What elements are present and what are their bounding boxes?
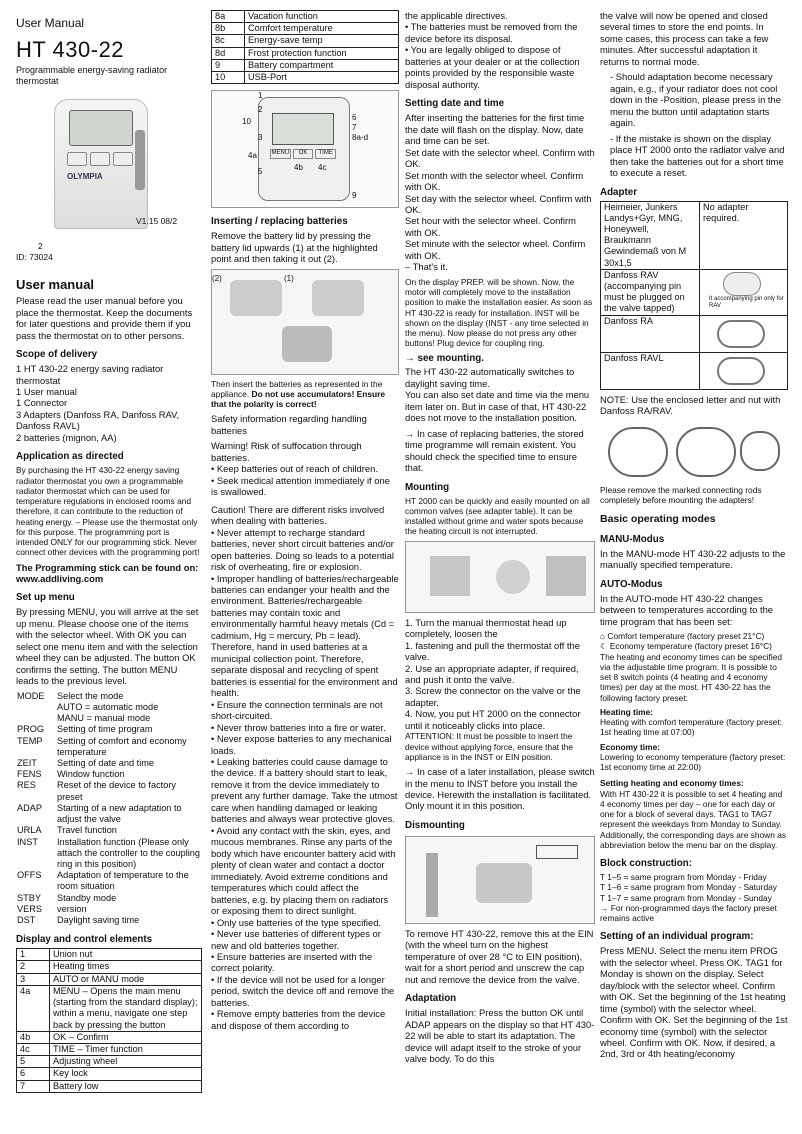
display-row — [17, 1080, 202, 1092]
mount-step: 1. Turn the manual thermostat head up completely, loosen the — [405, 616, 567, 640]
moon-icon: ☾ — [600, 641, 610, 652]
mode-desc: Starting of a new adaptation to adjust the valve — [57, 802, 182, 825]
date-heading: Setting date and time — [405, 98, 505, 110]
bullet: • Avoid any contact with the skin, eyes, and mucous membranes. Rinse any parts of the body which have encounter battery acid with plenty of clean water and contact a doctor immediately. Avoid extreme conditions and temperatures which could affect the batteries, e.g. by placing them on radiators or exposing them to direct sunlight. — [211, 824, 396, 917]
display-row — [17, 1068, 202, 1080]
adapter-heading: Adapter — [600, 186, 638, 198]
heating-time-text: Heating with comfort temperature (factory preset: 1st heating time at 07:00) — [600, 717, 782, 738]
display-row — [212, 11, 399, 23]
mode-row — [16, 780, 202, 802]
thermostat-wheel — [135, 130, 145, 190]
adapters-figure — [600, 421, 788, 481]
warning-text: Warning! Risk of suffocation through batteries. — [211, 440, 362, 463]
display-table-b — [211, 10, 399, 84]
mode-row — [16, 691, 202, 702]
bullet: • Only use batteries of the type specified. — [211, 916, 382, 928]
mode-desc: Setting of date and time — [57, 758, 155, 768]
diagram-label: 1 — [258, 91, 263, 101]
bullet: • Ensure the connection terminals are not short-circuited. — [211, 698, 383, 722]
diagram-label: 3 — [258, 133, 263, 143]
figure-label-2: (2) — [212, 273, 222, 283]
diagram-time-button: TIME — [315, 149, 336, 159]
diagram-label: 4c — [318, 163, 327, 173]
intro-heading: User manual — [16, 277, 95, 293]
display-desc: Comfort temperature — [245, 23, 399, 35]
battery-heading: Inserting / replacing batteries — [211, 216, 348, 228]
display-row — [212, 23, 399, 35]
mode-key: RES — [17, 780, 36, 791]
continued-text: the applicable directives. — [405, 10, 508, 21]
display-number: 7 — [17, 1080, 50, 1092]
mode-row — [16, 904, 202, 915]
economy-time-text: Lowering to economy temperature (factory preset: 1st economy time at 22:00) — [600, 751, 786, 773]
mode-row — [16, 758, 202, 769]
display-row — [17, 973, 202, 985]
replace-text: → In case of replacing batteries, the stored time programme will remain existent. You should check the specified time to ensure that. — [405, 427, 584, 474]
dismount-text: To remove HT 430-22, remove this at the EIN (with the wheel turn on the highest temperature of over 28 °C to EIN position), wait for a short period and unscrew the cap nut and remove the device from the valve. — [405, 927, 594, 985]
setting-heading: Setting heating and economy times: — [600, 778, 744, 789]
display-row — [212, 35, 399, 47]
display-desc: MENU – Opens the main menu (starting from the standard display); within a menu, navigate one step back by pressing the button — [50, 985, 202, 1031]
heating-time-heading: Heating time: — [600, 706, 654, 717]
caution-text: Caution! There are different risks involved when dealing with batteries. — [211, 503, 385, 527]
display-desc: Frost protection function — [245, 47, 399, 59]
bullet: • Never throw batteries into a fire or water. — [211, 721, 386, 733]
basic-heading: Basic operating modes — [600, 513, 716, 526]
bullet: • You are legally obliged to dispose of batteries at your dealer or at the collection points provided by the responsible waste disposal authority. — [405, 44, 580, 90]
display-number: 4a — [17, 985, 50, 1031]
mode-key: MODE — [17, 690, 45, 701]
attention-text: ATTENTION: It must be possible to insert the device without applying force, ensure that the appliance is in the INST or EIN position. — [405, 731, 574, 762]
thermostat-buttons — [67, 152, 133, 166]
adapter-row — [601, 269, 788, 315]
scope-heading: Scope of delivery — [16, 349, 98, 361]
economy-line — [600, 641, 788, 651]
display-desc: Key lock — [50, 1068, 202, 1080]
user-manual-label: User Manual — [16, 16, 85, 30]
individual-heading: Setting of an individual program: — [600, 931, 754, 943]
adapter-row — [601, 352, 788, 389]
mode-key: STBY — [17, 892, 41, 903]
prep-text: On the display PREP. will be shown. Now, the motor will completely move to the installation position to make the installation easier. As soon as HT 430-22 is ready for installation. INST will be shown on the display (INST - any time selected in the menu). Now please do not press any other buttons! Plug device for coupling ring. — [405, 276, 593, 349]
bullet: • The batteries must be removed from the device before its disposal. — [405, 21, 578, 44]
manu-text: In the MANU-mode HT 430-22 adjusts to the manually specified temperature. — [600, 547, 786, 571]
display-desc: Heating times — [50, 961, 202, 973]
date-line: Set date with the selector wheel. Confirm with OK. — [405, 146, 595, 170]
diagram-label: 7 — [352, 123, 357, 133]
display-number: 1 — [17, 949, 50, 961]
diagram-label: 9 — [352, 191, 357, 201]
diagram-label: 5 — [258, 167, 263, 177]
display-desc: USB-Port — [245, 72, 399, 84]
mode-desc: Setting of comfort and economy temperature — [57, 735, 187, 757]
diagram-label: 2 — [258, 105, 263, 115]
scope-item: 3 Adapters (Danfoss RA, Danfoss RAV, Danfoss RAVL) — [16, 408, 180, 432]
adapter-row — [601, 201, 788, 269]
battery-insert-warning: Do not use accumulators! Ensure that the polarity is correct! — [211, 388, 386, 410]
mode-key — [16, 702, 56, 713]
mode-row — [16, 713, 202, 724]
adaptation-cont: the valve will now be opened and closed several times to store the end points. In some cases, this process can take a few minutes. After successful adaptation it returns to normal mode. — [600, 10, 769, 67]
display-desc: Battery low — [50, 1080, 202, 1092]
mode-key: ZEIT — [17, 758, 37, 768]
scope-list — [16, 363, 202, 443]
display-row — [17, 1043, 202, 1055]
comfort-line — [600, 631, 788, 641]
mode-desc: Standby mode — [57, 892, 117, 903]
display-number: 8b — [212, 23, 245, 35]
intro-text: Please read the user manual before you place the thermostat. Keep the documents for later questions and provide them if you pass the thermostat on to other persons. — [16, 295, 193, 341]
mode-row — [16, 870, 202, 892]
mode-row — [16, 724, 202, 735]
mode-table — [16, 691, 202, 927]
mode-desc: Daylight saving time — [57, 915, 140, 926]
display-number: 4b — [17, 1031, 50, 1043]
display-row — [212, 72, 399, 84]
see-mounting: → see mounting. — [405, 352, 484, 364]
mode-desc: Setting of time program — [57, 724, 153, 735]
bullet: • Never expose batteries to any mechanical loads. — [211, 733, 392, 756]
display-desc: Union nut — [50, 949, 202, 961]
display-number: 5 — [17, 1056, 50, 1068]
adaptation-text: Initial installation: Press the button OK until ADAP appears on the display so that HT 430-22 will be able to start its adaptation. The device will adapt itself to the stroke of your valve body. To do this — [405, 1007, 595, 1065]
bullet: • Remove empty batteries from the device and dispose of them according to — [211, 1008, 386, 1031]
mode-key: OFFS — [17, 870, 42, 881]
dst-text: The HT 430-22 automatically switches to daylight saving time. — [405, 366, 575, 389]
safety-heading: Safety information regarding handling batteries — [211, 413, 367, 436]
mount-step: 1. fastening and pull the thermostat off the valve. — [405, 639, 580, 663]
bullet: • Never use batteries of different types or new and old batteries together. — [211, 928, 381, 951]
display-row — [17, 1056, 202, 1068]
id-number: 2 — [38, 241, 43, 252]
display-desc: Adjusting wheel — [50, 1056, 202, 1068]
sun-icon: ⌂ — [600, 631, 608, 642]
version-label: V1.15 08/2 — [136, 216, 178, 227]
mode-desc: MANU = manual mode — [57, 713, 151, 724]
economy-text: Economy temperature (factory preset 16°C) — [609, 641, 772, 652]
mount-heading: Mounting — [405, 481, 450, 493]
display-number: 8d — [212, 47, 245, 59]
figure-label-1: (1) — [284, 273, 294, 283]
bullet: • Improper handling of batteries/rechargeable batteries can endanger your health and the environment. Batteries/rechargeable batteries may contain toxic and environmentally harmful heavy metals (Cd = cadmium, Hg = mercury, Pb = lead). Therefore, hand in used batteries at a municipal collection point. Therefore, separate disposal and recycling of spent batteries is essential for the environment and health. — [211, 572, 399, 699]
thermostat-display — [69, 110, 133, 146]
scope-item: 2 batteries (mignon, AA) — [16, 431, 117, 443]
display-number: 6 — [17, 1068, 50, 1080]
programming-stick-note: The Programming stick can be found on: www.addliving.com — [16, 561, 199, 584]
product-image — [16, 91, 202, 273]
date-line: Set month with the selector wheel. Confirm with OK. — [405, 169, 584, 193]
mode-desc: Adaptation of temperature to the room situation — [57, 870, 189, 892]
scope-item: 1 User manual — [16, 386, 77, 397]
mode-desc: Window function — [57, 769, 125, 780]
display-heading: Display and control elements — [16, 934, 153, 946]
setting-text: With HT 430-22 it is possible to set 4 heating and 4 economy times per day – one for each day or one for a block of several days. TAG1 to TAG7 represent the weekdays from Monday to Sunday. Additionally, the corresponding days are shown as abbreviation below the menu bar on the display. — [600, 788, 787, 850]
mode-key: VERS — [17, 903, 43, 914]
mode-key: FENS — [17, 769, 42, 780]
diagram-label: 8a-d — [352, 133, 369, 143]
display-desc: OK – Confirm — [50, 1031, 202, 1043]
date-line: After inserting the batteries for the first time the date will flash on the display. Now, date and time can be set. — [405, 112, 585, 147]
times-text: The heating and economy times can be specified via the adjustable time program. It is possible to set 8 switch points (4 heating and 4 economy times) per day at the most. HT 430-22 has the following factory preset: — [600, 651, 783, 703]
adaptation-heading: Adaptation — [405, 993, 457, 1005]
mode-key: PROG — [17, 724, 45, 735]
diagram-label: 4a — [248, 151, 257, 161]
mode-key: ADAP — [17, 802, 43, 813]
note-text: NOTE: Use the enclosed letter and nut with Danfoss RA/RAV. — [600, 393, 781, 417]
battery-insert-text: Then insert the batteries as represented in the appliance. — [211, 378, 383, 399]
bullet: • Never attempt to recharge standard batteries, never short circuit batteries and/or open batteries. Doing so leads to a potential risk of overheating, fire or explosion. — [211, 526, 394, 573]
adapter-info — [700, 352, 788, 389]
later-install-text: → In case of a later installation, please switch in the menu to INST before you install the device. Herewith the installation is facilitated. Only mount it in this position. — [405, 766, 595, 812]
mount-step: 2. Use an appropriate adapter, if required, and push it onto the valve. — [405, 662, 579, 685]
thermostat-illustration — [54, 99, 148, 229]
mode-key: INST — [17, 836, 38, 847]
display-number: 10 — [212, 72, 245, 84]
display-desc: Energy-save temp — [245, 35, 399, 47]
block-line: → For non-programmed days the factory preset remains active — [600, 902, 777, 924]
battery-text: Remove the battery lid by pressing the battery lid upwards (1) at the highlighted point and then taking it out (2). — [211, 230, 378, 265]
display-desc: AUTO or MANU mode — [50, 973, 202, 985]
display-row — [212, 47, 399, 59]
display-number: 8c — [212, 35, 245, 47]
comfort-text: Comfort temperature (factory preset 21°C) — [607, 631, 765, 642]
column-4 — [600, 10, 788, 1128]
display-row — [17, 985, 202, 1031]
column-3 — [405, 10, 595, 1128]
bullet: • Keep batteries out of reach of children. — [211, 463, 378, 475]
mode-key — [16, 713, 56, 724]
date-line: Set minute with the selector wheel. Confirm with OK. — [405, 238, 586, 261]
individual-text: Press MENU. Select the menu item PROG with the selector wheel. Press OK. TAG1 for Monday is shown on the display. Select day/block with the selector wheel. Confirm with OK. Set the beginning of the 1st heating time (symbol) with the selector wheel. Confirm with OK. Set the beginning of the 1st economy time (symbol) with the selector wheel. Confirm with OK. Now, if desired, a 2nd, 3rd or 4th heating/economy — [600, 945, 788, 1060]
adaptation-dash-2: - If the mistake is shown on the display place HT 2000 onto the radiator valve and then take the batteries out for a short time to execute a reset. — [610, 132, 785, 179]
diagram-label: 6 — [352, 113, 357, 123]
mode-row — [16, 803, 202, 825]
block-line: T 1–6 = same program from Monday - Saturday — [600, 882, 777, 893]
column-2 — [211, 10, 399, 1128]
setup-heading: Set up menu — [16, 592, 75, 604]
scope-item: 1 Connector — [16, 397, 68, 409]
diagram-ok-button: OK — [293, 149, 314, 159]
mount-step: 4. Now, you put HT 2000 on the connector until it noticeably clicks into place. — [405, 708, 581, 731]
display-desc: Vacation function — [245, 11, 399, 23]
mounting-figure — [405, 541, 595, 613]
block-line: T 1–7 = same program from Monday - Sunday — [600, 892, 772, 903]
adapter-valve: Danfoss RAVL — [601, 352, 700, 389]
scope-item: 1 HT 430-22 energy saving radiator thermostat — [16, 363, 164, 386]
id-code: ID: 73024 — [16, 251, 53, 262]
bullet: • Ensure batteries are inserted with the correct polarity. — [211, 950, 373, 974]
adaptation-dash-1: - Should adaptation become necessary again, e.g., if your radiator does not cool down in the -Position, please press in the menu the button until adaptation starts again. — [610, 71, 781, 129]
mode-desc: Installation function (Please only attach the controller to the coupling ring in this position) — [57, 836, 201, 869]
battery-insert — [211, 379, 399, 410]
control-diagram — [211, 90, 399, 208]
bullet: • If the device will not be used for a longer period, switch the device off and remove the batteries. — [211, 973, 395, 1008]
bullet: • Leaking batteries could cause damage to the device. If a battery should start to leak, remove it from the device immediately to prevent any further damage. Take the utmost care when handling damaged or leaking batteries and always wear protective gloves. — [211, 756, 398, 825]
adapter-valve: Danfoss RA — [601, 315, 700, 352]
date-line: Set hour with the selector wheel. Confirm with OK. — [405, 215, 576, 238]
mode-row — [16, 915, 202, 926]
display-row — [17, 949, 202, 961]
mode-desc: Travel function — [57, 825, 117, 836]
manu-heading: MANU-Modus — [600, 533, 665, 545]
mode-key: TEMP — [17, 735, 43, 746]
bullet: • Seek medical attention immediately if one is swallowed. — [211, 474, 390, 498]
date-line: – That's it. — [405, 261, 448, 273]
economy-time-heading: Economy time: — [600, 741, 661, 752]
subtitle: Programmable energy-saving radiator thermostat — [16, 65, 168, 87]
display-number: 3 — [17, 973, 50, 985]
display-number: 9 — [212, 59, 245, 71]
mode-row — [16, 769, 202, 780]
adapter-valve: Danfoss RAV (accompanying pin must be plugged on the valve tapped) — [601, 269, 700, 315]
mode-key: DST — [17, 915, 36, 926]
mode-desc: AUTO = automatic mode — [57, 701, 159, 712]
dismount-figure — [405, 836, 595, 924]
diagram-label: 10 — [242, 117, 251, 127]
mount-text: HT 2000 can be quickly and easily mounted on all common valves (see adapter table). It can be installed without grime and water spots because the heating circuit is not interrupted. — [405, 495, 590, 537]
adapter-info — [700, 269, 788, 315]
display-table-a — [16, 948, 202, 1093]
bullet-list — [211, 527, 399, 1032]
mode-key: URLA — [17, 825, 42, 836]
id-label — [16, 241, 53, 262]
mode-desc: Reset of the device to factory preset — [57, 780, 176, 802]
remove-rods-text: Please remove the marked connecting rods completely before mounting the adapters! — [600, 484, 762, 505]
mode-row — [16, 893, 202, 904]
mode-desc: version — [57, 903, 87, 914]
setup-text: By pressing MENU, you will arrive at the set up menu. Please choose one of the items with the selector wheel. With OK you can select one menu item and with the selection wheel they can be adjusted. The button OK confirms the setting. The button MENU leads to the previous level. — [16, 606, 199, 687]
adapter-valve: Heimeier, Junkers Landys+Gyr, MNG, Honeywell, Braukmann Gewindemaß von M 30x1,5 — [601, 201, 700, 269]
block-heading: Block construction: — [600, 858, 692, 870]
diagram-label: 4b — [294, 163, 303, 173]
diagram-menu-button: MENU — [270, 149, 291, 159]
dismount-heading: Dismounting — [405, 819, 465, 831]
adapter-table — [600, 201, 788, 390]
mount-step: 3. Screw the connector on the valve or the adapter. — [405, 685, 581, 708]
display-number: 2 — [17, 961, 50, 973]
display-number: 8a — [212, 11, 245, 23]
application-text: By purchasing the HT 430-22 energy saving radiator thermostat you own a programmable radiator thermostat which can be used for temperature regulations in enclosed rooms and therefore, it can contribute to the reduction of heating energy. – Please use the thermostat only for this purpose. The programming port is intended ONLY for our programming stick. Never connect other devices with the programming port! — [16, 465, 200, 558]
mode-desc: Select the mode — [57, 690, 124, 701]
mode-row — [16, 837, 202, 871]
adapter-info: No adapter required. — [700, 201, 788, 269]
display-number: 4c — [17, 1043, 50, 1055]
application-heading: Application as directed — [16, 451, 124, 463]
display-row — [17, 961, 202, 973]
auto-text: In the AUTO-mode HT 430-22 changes between to temperatures according to the time program that has been set: — [600, 592, 774, 627]
mode-row — [16, 736, 202, 758]
date-line: Set day with the selector wheel. Confirm with OK. — [405, 192, 592, 215]
column-1 — [16, 10, 202, 1128]
adapter-row — [601, 315, 788, 352]
display-row — [212, 59, 399, 71]
auto-heading: AUTO-Modus — [600, 578, 663, 590]
battery-figure — [211, 269, 399, 375]
adapter-info — [700, 315, 788, 352]
model-title: HT 430-22 — [16, 36, 125, 62]
adapter-pin-note: It accompanying pin only for RAV — [709, 295, 784, 310]
later-text: You can also set date and time via the menu item later on. But in case of that, HT 430-22 does not move to the installation position. — [405, 389, 590, 424]
block-line: T 1–5 = same program from Monday - Friday — [600, 872, 767, 883]
brand-logo: OLYMPIA — [67, 172, 103, 182]
mode-row — [16, 702, 202, 713]
display-desc: Battery compartment — [245, 59, 399, 71]
display-row — [17, 1031, 202, 1043]
display-desc: TIME – Timer function — [50, 1043, 202, 1055]
mode-row — [16, 825, 202, 836]
